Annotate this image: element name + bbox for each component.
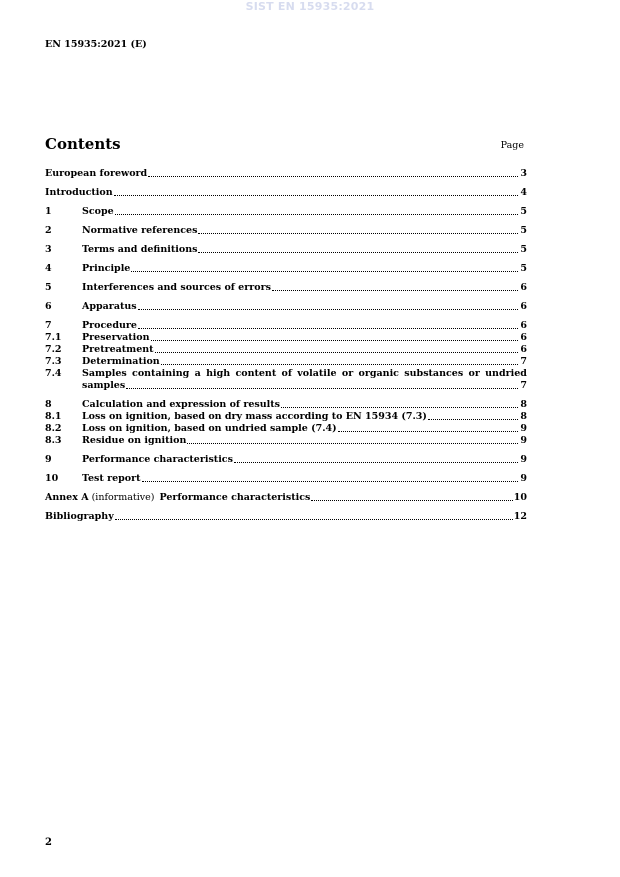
title-word: or bbox=[468, 368, 480, 379]
toc-entry-7-3[interactable] bbox=[45, 356, 527, 368]
toc-entry-1[interactable] bbox=[45, 206, 527, 218]
toc-entry-title: Interferences and sources of errors bbox=[82, 282, 271, 293]
toc-entry-title: Loss on ignition, based on dry mass according to EN 15934 (7.3) bbox=[82, 411, 427, 422]
toc-entry-page: 5 bbox=[520, 244, 527, 255]
toc-entry-title: European foreword bbox=[45, 168, 148, 179]
toc-entry-page: 3 bbox=[520, 168, 527, 179]
toc-entry-title: Loss on ignition, based on undried sample (7.4) bbox=[82, 423, 337, 434]
leader-dots bbox=[311, 499, 512, 501]
title-word: of bbox=[281, 368, 292, 379]
toc-entry-title: Pretreatment bbox=[82, 344, 154, 355]
leader-dots bbox=[198, 251, 518, 253]
toc-entry-bibliography[interactable] bbox=[45, 511, 527, 523]
toc-entry-number: 7 bbox=[45, 320, 52, 331]
toc-entry-title-line1 bbox=[82, 368, 527, 380]
toc-entry-7[interactable] bbox=[45, 320, 527, 332]
toc-entry-title-line2 bbox=[82, 380, 527, 392]
toc-entry-number: 10 bbox=[45, 473, 59, 484]
toc-entry-title: Apparatus bbox=[82, 301, 137, 312]
toc-entry-number: 7.2 bbox=[45, 344, 62, 355]
toc-entry-6[interactable] bbox=[45, 301, 527, 313]
toc-entry-title: Terms and definitions bbox=[82, 244, 198, 255]
leader-dots bbox=[155, 351, 518, 353]
leader-dots bbox=[187, 442, 518, 444]
toc-entry-title: Calculation and expression of results bbox=[82, 399, 280, 410]
toc-entry-7-2[interactable] bbox=[45, 344, 527, 356]
toc-entry-introduction[interactable] bbox=[45, 187, 527, 199]
toc-entry-number: 8.1 bbox=[45, 411, 62, 422]
toc-entry-number: 7.3 bbox=[45, 356, 62, 367]
toc-entry-number: 5 bbox=[45, 282, 52, 293]
toc-entry-page: 5 bbox=[520, 225, 527, 236]
toc-entry-2[interactable] bbox=[45, 225, 527, 237]
title-word: or bbox=[341, 368, 354, 379]
toc-annex-label: Annex A bbox=[45, 492, 89, 503]
toc-entry-number: 1 bbox=[45, 206, 52, 217]
toc-entry-title: Principle bbox=[82, 263, 131, 274]
toc-entry-page: 7 bbox=[520, 380, 527, 391]
title-word: Samples bbox=[82, 368, 127, 379]
table-of-contents bbox=[45, 162, 527, 523]
page-number: 2 bbox=[45, 837, 52, 848]
title-word: content bbox=[235, 368, 277, 379]
leader-dots bbox=[161, 363, 518, 365]
toc-entry-page: 9 bbox=[520, 423, 527, 434]
leader-dots bbox=[138, 327, 518, 329]
toc-entry-title: Bibliography bbox=[45, 511, 114, 522]
toc-entry-title: Performance characteristics bbox=[82, 454, 233, 465]
leader-dots bbox=[428, 418, 518, 420]
leader-dots bbox=[131, 270, 518, 272]
title-word: substances bbox=[404, 368, 464, 379]
toc-entry-title: Normative references bbox=[82, 225, 198, 236]
toc-entry-8-2[interactable] bbox=[45, 423, 527, 435]
toc-entry-page: 6 bbox=[520, 332, 527, 343]
page-column-label: Page bbox=[500, 140, 524, 151]
leader-dots bbox=[338, 430, 518, 432]
toc-entry-title: Test report bbox=[82, 473, 141, 484]
leader-dots bbox=[126, 387, 518, 389]
toc-entry-number: 9 bbox=[45, 454, 52, 465]
toc-entry-number: 8.2 bbox=[45, 423, 62, 434]
toc-entry-7-4[interactable] bbox=[45, 368, 527, 392]
toc-entry-annex-a[interactable] bbox=[45, 492, 527, 504]
toc-entry-number: 7.4 bbox=[45, 368, 62, 379]
title-word: containing bbox=[132, 368, 190, 379]
title-word: a bbox=[194, 368, 201, 379]
toc-entry-title: Performance characteristics bbox=[159, 492, 311, 503]
toc-entry-title: Residue on ignition bbox=[82, 435, 187, 446]
toc-entry-number: 7.1 bbox=[45, 332, 62, 343]
toc-entry-number: 4 bbox=[45, 263, 52, 274]
toc-entry-page: 6 bbox=[520, 301, 527, 312]
toc-entry-number: 8 bbox=[45, 399, 52, 410]
leader-dots bbox=[115, 213, 518, 215]
toc-entry-3[interactable] bbox=[45, 244, 527, 256]
leader-dots bbox=[272, 289, 518, 291]
toc-entry-page: 6 bbox=[520, 320, 527, 331]
leader-dots bbox=[281, 406, 518, 408]
leader-dots bbox=[138, 308, 518, 310]
toc-entry-title: samples bbox=[82, 380, 126, 391]
toc-entry-page: 6 bbox=[520, 344, 527, 355]
toc-entry-title: Determination bbox=[82, 356, 160, 367]
leader-dots bbox=[142, 480, 519, 482]
toc-entry-title: Scope bbox=[82, 206, 114, 217]
toc-entry-number: 2 bbox=[45, 225, 52, 236]
toc-entry-title: Preservation bbox=[82, 332, 150, 343]
toc-entry-8[interactable] bbox=[45, 399, 527, 411]
leader-dots bbox=[234, 461, 518, 463]
toc-entry-number: 8.3 bbox=[45, 435, 62, 446]
toc-annex-type: (informative) bbox=[91, 492, 155, 503]
toc-entry-page: 5 bbox=[520, 206, 527, 217]
title-word: undried bbox=[485, 368, 527, 379]
leader-dots bbox=[115, 518, 513, 520]
toc-entry-page: 8 bbox=[520, 399, 527, 410]
leader-dots bbox=[198, 232, 518, 234]
toc-entry-page: 9 bbox=[520, 435, 527, 446]
toc-entry-page: 4 bbox=[520, 187, 527, 198]
toc-entry-7-1[interactable] bbox=[45, 332, 527, 344]
toc-entry-page: 7 bbox=[520, 356, 527, 367]
leader-dots bbox=[148, 175, 518, 177]
title-word: high bbox=[206, 368, 231, 379]
toc-entry-5[interactable] bbox=[45, 282, 527, 294]
toc-entry-european-foreword[interactable] bbox=[45, 168, 527, 180]
toc-entry-9[interactable] bbox=[45, 454, 527, 466]
toc-entry-number: 6 bbox=[45, 301, 52, 312]
toc-entry-number: 3 bbox=[45, 244, 52, 255]
toc-entry-page: 5 bbox=[520, 263, 527, 274]
title-word: volatile bbox=[297, 368, 337, 379]
title-word: organic bbox=[358, 368, 399, 379]
toc-entry-4[interactable] bbox=[45, 263, 527, 275]
toc-entry-page: 6 bbox=[520, 282, 527, 293]
toc-entry-title: Procedure bbox=[82, 320, 137, 331]
toc-entry-page: 9 bbox=[520, 454, 527, 465]
toc-entry-8-1[interactable] bbox=[45, 411, 527, 423]
toc-entry-page: 8 bbox=[520, 411, 527, 422]
toc-entry-8-3[interactable] bbox=[45, 435, 527, 447]
toc-entry-title: Introduction bbox=[45, 187, 113, 198]
contents-title: Contents bbox=[45, 135, 121, 153]
toc-entry-page: 12 bbox=[513, 511, 527, 522]
watermark: SIST EN 15935:2021 bbox=[245, 0, 375, 13]
leader-dots bbox=[151, 339, 518, 341]
toc-entry-page: 10 bbox=[513, 492, 527, 503]
toc-entry-10[interactable] bbox=[45, 473, 527, 485]
document-id: EN 15935:2021 (E) bbox=[45, 39, 147, 50]
leader-dots bbox=[114, 194, 518, 196]
toc-entry-page: 9 bbox=[520, 473, 527, 484]
